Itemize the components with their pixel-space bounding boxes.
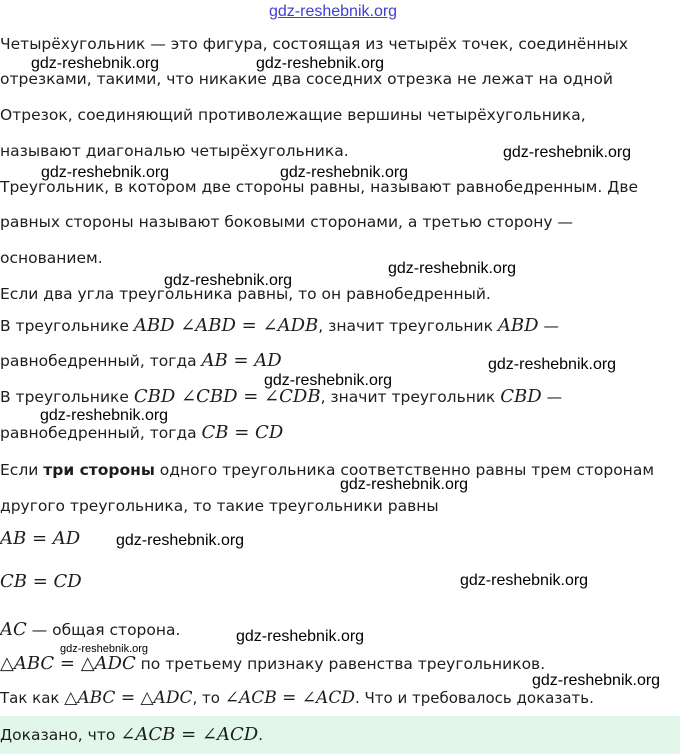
text-run: , то bbox=[192, 689, 225, 707]
math-formula: ∠ACB = ∠ACD bbox=[120, 724, 259, 745]
paragraph-line bbox=[0, 460, 654, 480]
text-run: — bbox=[541, 388, 563, 406]
math-formula: ABD ∠ABD = ∠ADB bbox=[133, 315, 319, 336]
bold-text: три стороны bbox=[43, 461, 155, 479]
math-line bbox=[0, 316, 559, 336]
text-run: равнобедренный, тогда bbox=[0, 352, 202, 370]
text-run: В треугольнике bbox=[0, 317, 134, 335]
watermark-text: gdz-reshebnik.org bbox=[40, 407, 169, 424]
text-run: . Что и требовалось доказать. bbox=[354, 689, 594, 707]
text-run: Так как bbox=[0, 689, 65, 707]
text-run: одного треугольника соответственно равны трем сторонам bbox=[154, 461, 655, 479]
math-line bbox=[0, 351, 282, 371]
math-formula: CB = CD bbox=[0, 571, 82, 592]
math-line bbox=[0, 529, 80, 549]
math-formula: ABD bbox=[497, 315, 539, 336]
paragraph-line: Четырёхугольник — это фигура, состоящая из четырёх точек, соединённых bbox=[0, 35, 629, 53]
watermark-text: gdz-reshebnik.org bbox=[488, 356, 617, 373]
text-run: , значит треугольник bbox=[320, 388, 501, 406]
text-run: по третьему признаку равенства треугольников. bbox=[135, 655, 546, 673]
math-line bbox=[0, 387, 562, 407]
watermark-text: gdz-reshebnik.org bbox=[280, 164, 409, 181]
paragraph-line: равных стороны называют боковыми сторонами, а третью сторону — bbox=[0, 213, 573, 231]
watermark-text: gdz-reshebnik.org bbox=[340, 476, 469, 493]
math-line bbox=[0, 423, 283, 443]
site-header-link[interactable]: gdz-reshebnik.org bbox=[269, 3, 398, 20]
watermark-text: gdz-reshebnik.org bbox=[532, 672, 661, 689]
paragraph-line: другого треугольника, то такие треугольники равны bbox=[0, 497, 439, 515]
conclusion-line bbox=[0, 725, 263, 745]
math-formula: ∠ACB = ∠ACD bbox=[224, 688, 355, 708]
text-run: — bbox=[538, 317, 560, 335]
paragraph-line: Отрезок, соединяющий противолежащие вершины четырёхугольника, bbox=[0, 106, 586, 124]
math-formula: CBD bbox=[500, 386, 542, 407]
math-formula: CB = CD bbox=[201, 422, 284, 443]
watermark-text: gdz-reshebnik.org bbox=[460, 572, 589, 589]
math-formula: AC bbox=[0, 619, 27, 640]
text-run: . bbox=[258, 726, 264, 744]
paragraph-line: Если два угла треугольника равны, то он равнобедренный. bbox=[0, 285, 491, 303]
paragraph-line: Треугольник, в котором две стороны равны, называют равнобедренным. Две bbox=[0, 178, 638, 196]
watermark-text: gdz-reshebnik.org bbox=[41, 164, 170, 181]
watermark-text: gdz-reshebnik.org bbox=[256, 55, 385, 72]
math-formula: △ABC = △ADC bbox=[64, 688, 193, 708]
watermark-text: gdz-reshebnik.org bbox=[388, 260, 517, 277]
text-run: равнобедренный, тогда bbox=[0, 424, 202, 442]
watermark-text: gdz-reshebnik.org bbox=[264, 372, 393, 389]
watermark-text: gdz-reshebnik.org bbox=[164, 272, 293, 289]
paragraph-line: называют диагональю четырёхугольника. bbox=[0, 142, 349, 160]
math-formula: AB = AD bbox=[0, 528, 81, 549]
paragraph-line: отрезками, такими, что никакие два соседних отрезка не лежат на одной bbox=[0, 70, 613, 88]
watermark-text: gdz-reshebnik.org bbox=[236, 628, 365, 645]
text-run: Если bbox=[0, 461, 44, 479]
math-line bbox=[0, 620, 180, 640]
paragraph-line: основанием. bbox=[0, 249, 103, 267]
watermark-text: gdz-reshebnik.org bbox=[60, 643, 149, 655]
watermark-text: gdz-reshebnik.org bbox=[503, 144, 632, 161]
text-run: Доказано, что bbox=[0, 726, 121, 744]
text-run: — общая сторона. bbox=[26, 621, 181, 639]
math-line bbox=[0, 572, 82, 592]
math-formula: AB = AD bbox=[201, 350, 282, 371]
conclusion-box bbox=[0, 716, 680, 754]
text-run: В треугольнике bbox=[0, 388, 134, 406]
math-formula: CBD ∠CBD = ∠CDB bbox=[133, 386, 321, 407]
watermark-text: gdz-reshebnik.org bbox=[31, 55, 160, 72]
math-formula: △ABC = △ADC bbox=[0, 653, 136, 674]
watermark-text: gdz-reshebnik.org bbox=[116, 532, 245, 549]
math-line bbox=[0, 688, 594, 708]
text-run: , значит треугольник bbox=[318, 317, 498, 335]
